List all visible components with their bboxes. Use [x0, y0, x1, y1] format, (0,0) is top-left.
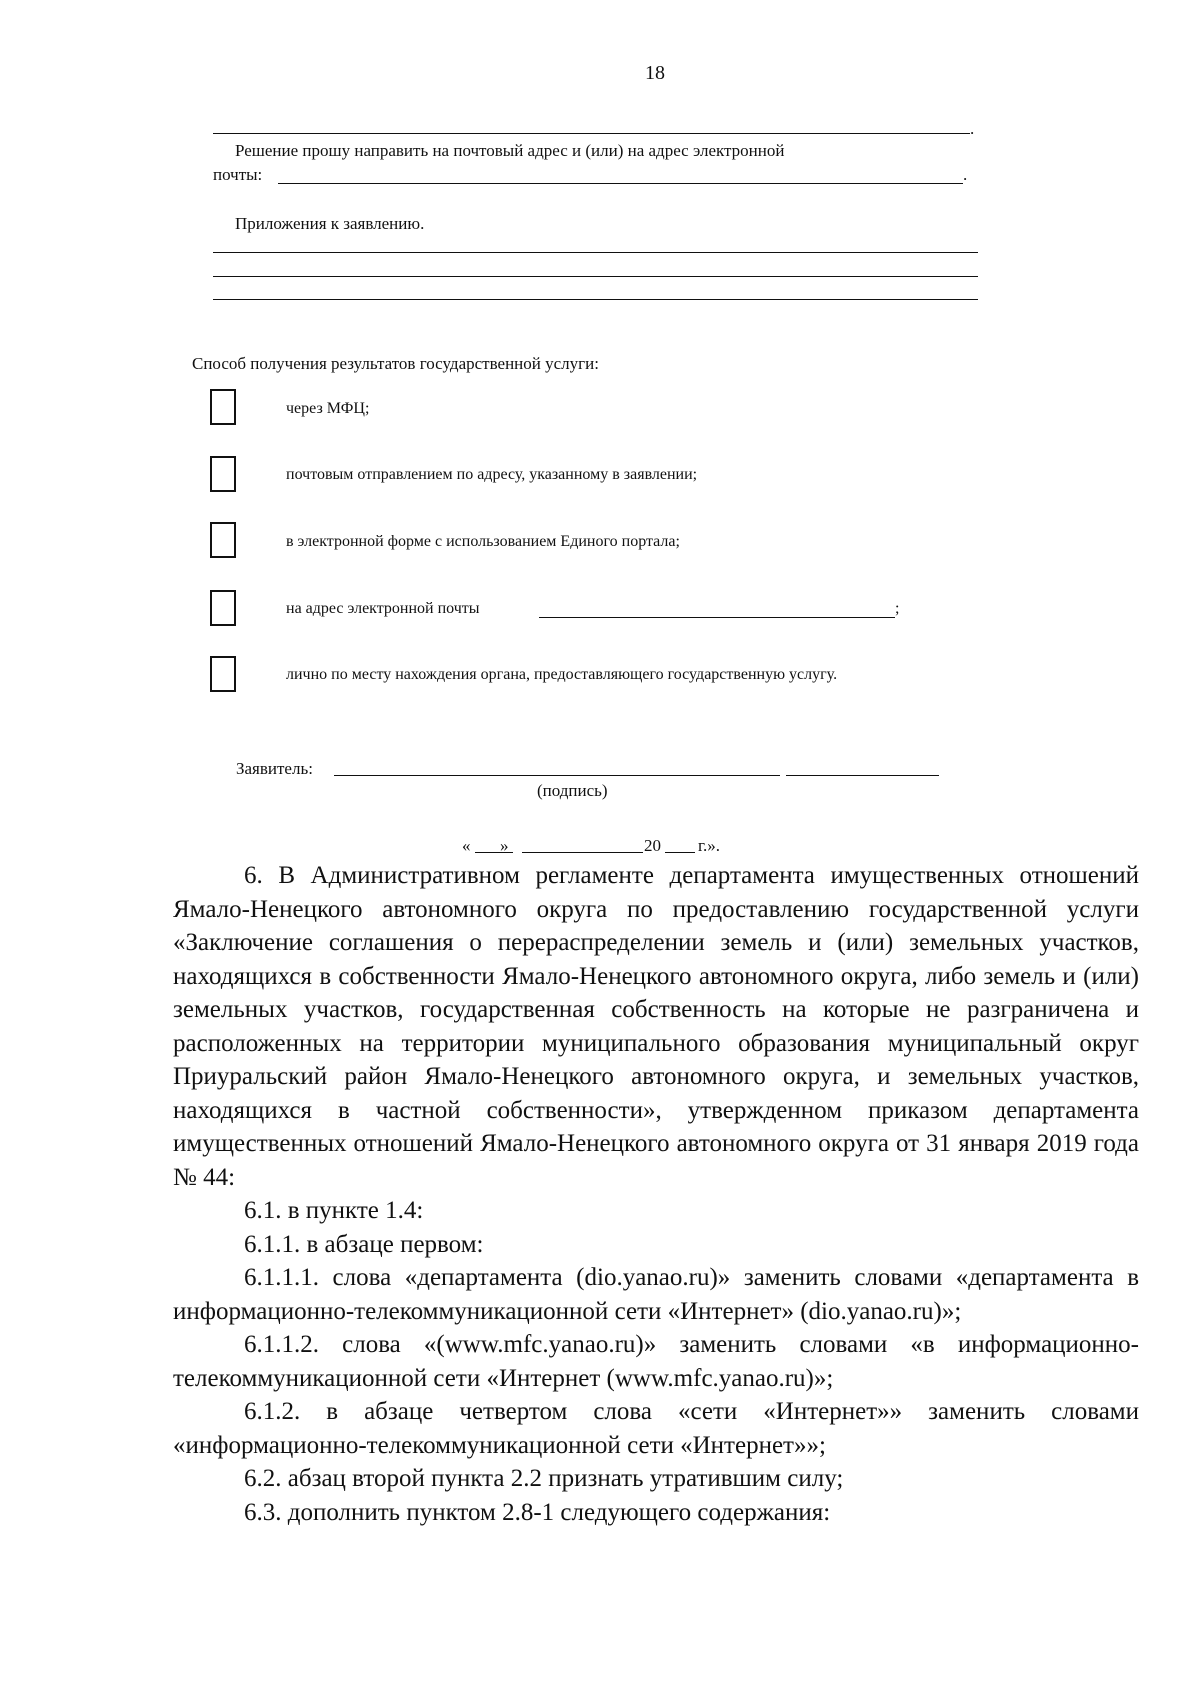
email-option-end: ;: [895, 600, 900, 617]
page-number: 18: [645, 62, 665, 84]
date-year-prefix: 20: [644, 836, 661, 855]
date-open-quote: «: [462, 836, 471, 855]
applicant-name-line[interactable]: [334, 775, 780, 776]
method-label: Способ получения результатов государственной услуги:: [192, 354, 599, 373]
attachments-line-2[interactable]: [213, 276, 978, 277]
date-end: г.».: [698, 836, 721, 855]
applicant-signature-line[interactable]: [786, 775, 939, 776]
paragraph-6-2: 6.2. абзац второй пункта 2.2 признать утратившим силу;: [244, 1465, 844, 1492]
date-month-line[interactable]: [522, 852, 643, 853]
checkbox-email[interactable]: [210, 590, 236, 626]
paragraph-6-1-1: 6.1.1. в абзаце первом:: [244, 1230, 484, 1258]
option-mfc-label: через МФЦ;: [286, 400, 370, 417]
amendment-text: [173, 859, 1139, 1529]
option-electronic-portal-label: в электронной форме с использованием Единого портала;: [286, 533, 680, 550]
option-in-person-label: лично по месту нахождения органа, предоставляющего государственную услугу.: [286, 666, 838, 683]
decision-text-line2: почты:: [213, 165, 263, 184]
attachments-line-1[interactable]: [213, 252, 978, 253]
paragraph-6-1-2: 6.1.2. в абзаце четвертом слова «сети «Интернет»» заменить словами «информационно-телекоммуникационной сети «Интернет»»;: [173, 1398, 1139, 1459]
date-close-quote: »: [500, 836, 509, 855]
attachments-label: Приложения к заявлению.: [235, 214, 425, 233]
decision-line-end: .: [963, 165, 968, 184]
checkbox-electronic-portal[interactable]: [210, 522, 236, 558]
top-line-end: .: [970, 119, 975, 138]
email-option-field-line[interactable]: [539, 617, 895, 618]
paragraph-6-1: 6.1. в пункте 1.4:: [244, 1197, 424, 1224]
top-continuation-line: [213, 133, 970, 134]
signature-caption: (подпись): [537, 781, 608, 800]
email-address-field-line[interactable]: [278, 183, 963, 184]
date-year-line[interactable]: [665, 852, 695, 853]
paragraph-6: 6. В Административном регламенте департамента имущественных отношений Ямало-Ненецкого автономного округа по предоставлению государственной услуги «Заключение соглашения о перераспределении земель и (или) земельных участков, находящихся в собственности Ямало-Ненецкого автономного округа, либо земель и (или) земельных участков, государственная собственность на которые не разграничена и расположенных на территории муниципального образования муниципальный округ Приуральский район Ямало-Ненецкого автономного округа, и земельных участков, находящихся в частной собственности», утвержденном приказом департамента имущественных отношений Ямало-Ненецкого автономного округа от 31 января 2019 года № 44:: [173, 862, 1139, 1191]
attachments-line-3[interactable]: [213, 299, 978, 300]
paragraph-6-3: 6.3. дополнить пунктом 2.8-1 следующего содержания:: [244, 1498, 831, 1526]
option-email-label: на адрес электронной почты: [286, 600, 480, 617]
option-postal-label: почтовым отправлением по адресу, указанному в заявлении;: [286, 466, 698, 483]
checkbox-in-person[interactable]: [210, 656, 236, 692]
decision-text-line1: Решение прошу направить на почтовый адрес и (или) на адрес электронной: [235, 141, 785, 160]
applicant-label: Заявитель:: [236, 759, 313, 778]
paragraph-6-1-1-2: 6.1.1.2. слова «(www.mfc.yanao.ru)» заменить словами «в информационно-телекоммуникационной сети «Интернет (www.mfc.yanao.ru)»;: [173, 1331, 1139, 1392]
checkbox-mfc[interactable]: [210, 389, 236, 425]
paragraph-6-1-1-1: 6.1.1.1. слова «департамента (dio.yanao.ru)» заменить словами «департамента в информационно-телекоммуникационной сети «Интернет» (dio.yanao.ru)»;: [173, 1264, 1139, 1325]
checkbox-postal[interactable]: [210, 456, 236, 492]
